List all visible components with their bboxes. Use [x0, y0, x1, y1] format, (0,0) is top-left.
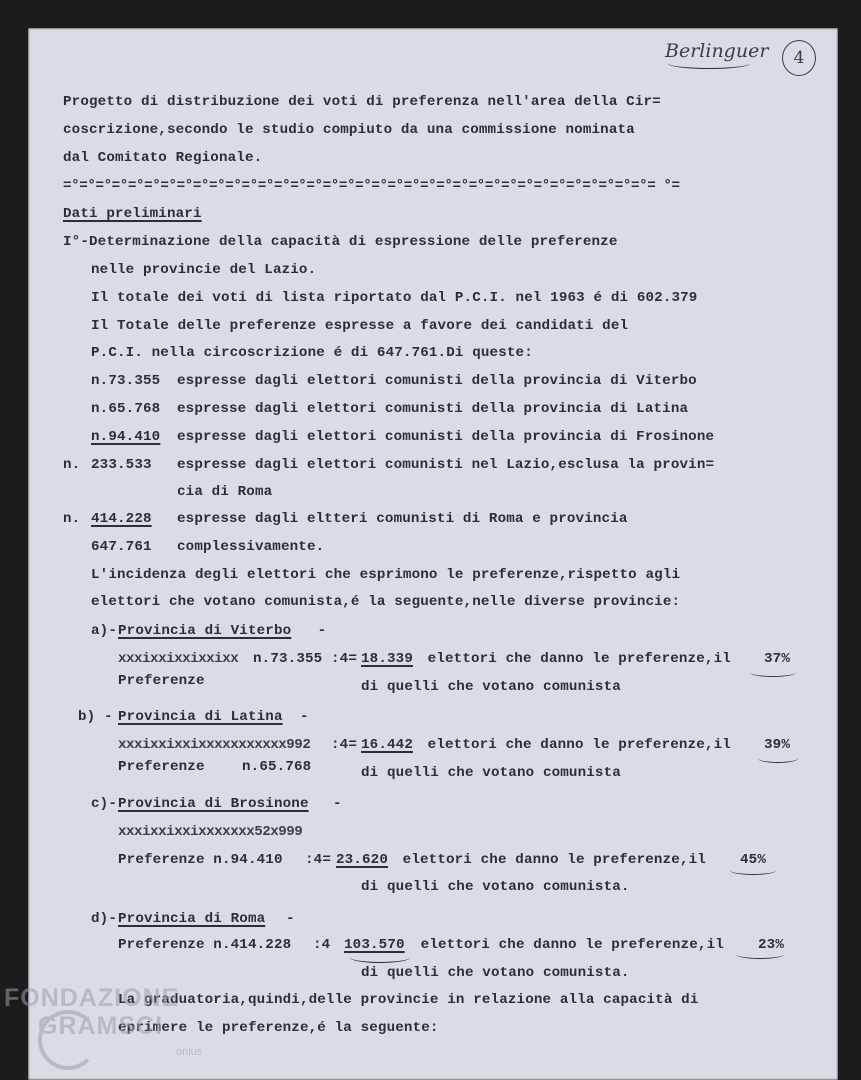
handwritten-signature: Berlinguer [665, 40, 769, 62]
province-desc: elettori che danno le preferenze,il [419, 651, 740, 667]
province-name: Provincia di Viterbo [118, 623, 292, 639]
province-subtext: di quelli che votano comunista. [361, 965, 630, 981]
preferences-value: n.65.768 [242, 759, 312, 775]
province-calc: Preferenze n.414.228 [118, 937, 292, 953]
intro-line-3: dal Comitato Regionale. [63, 150, 263, 166]
province-name: Provincia di Brosinone [118, 796, 309, 812]
pen-underline-subtext [350, 952, 410, 963]
province-separator: :4= [305, 852, 331, 868]
struck-text: xxxixxixxixxxxxxx52x999 [118, 824, 303, 840]
province-after: - [333, 796, 342, 812]
province-after: - [309, 623, 327, 639]
province-result: 23.620 [336, 852, 388, 868]
province-subtext: di quelli che votano comunista [361, 765, 621, 781]
province-desc: elettori che danno le preferenze,il [412, 937, 733, 953]
province-result: 18.339 [361, 651, 413, 667]
province-percentage: 39% [764, 737, 790, 753]
province-percentage: 45% [740, 852, 766, 868]
province-label: d)- [91, 911, 117, 927]
province-result: 16.442 [361, 737, 413, 753]
pen-underline-percentage [736, 950, 784, 959]
breakdown-text-continued: cia di Roma [177, 484, 273, 500]
province-desc: elettori che danno le preferenze,il [394, 852, 715, 868]
signature-underline [668, 58, 750, 69]
province-separator: :4= [331, 651, 357, 667]
province-result: 103.570 [344, 937, 405, 953]
watermark-line-2: GRAMSCI [38, 1012, 164, 1040]
breakdown-text: espresse dagli elettori comunisti nel Lazio,esclusa la provin= [177, 457, 715, 473]
preferences-label: Preferenze [118, 759, 205, 775]
incidence-line-2: elettori che votano comunista,é la seguente,nelle diverse provincie: [91, 594, 681, 610]
breakdown-text: espresse dagli elettori comunisti della provincia di Frosinone [177, 429, 715, 445]
breakdown-text: complessivamente. [177, 539, 325, 555]
breakdown-number: n.73.355 [91, 373, 161, 389]
breakdown-number: n.65.768 [91, 401, 161, 417]
province-percentage: 37% [764, 651, 790, 667]
closing-line-1: La graduatoria,quindi,delle provincie in relazione alla capacità di [118, 992, 699, 1008]
province-separator: :4= [331, 737, 357, 753]
struck-text: xxxixxixxixxixx [118, 651, 239, 667]
closing-line-2: eprimere le preferenze,é la seguente: [118, 1020, 439, 1036]
pen-underline-percentage [730, 866, 776, 875]
intro-line-1: Progetto di distribuzione dei voti di preferenza nell'area della Cir= [63, 94, 661, 110]
item1-line-1: I°-Determinazione della capacità di espressione delle preferenze [63, 234, 618, 250]
province-calc: Preferenze n.94.410 [118, 852, 283, 868]
breakdown-prefix: n. [63, 457, 81, 473]
intro-line-2: coscrizione,secondo le studio compiuto da una commissione nominata [63, 122, 635, 138]
province-name: Provincia di Latina [118, 709, 283, 725]
province-separator: :4 [313, 937, 331, 953]
province-subtext: di quelli che votano comunista. [361, 879, 630, 895]
preferences-label: Preferenze [118, 673, 205, 689]
breakdown-text: espresse dagli elettori comunisti della provincia di Viterbo [177, 373, 697, 389]
breakdown-text: espresse dagli elettori comunisti della provincia di Latina [177, 401, 689, 417]
watermark-line-1: FONDAZIONE [4, 984, 180, 1012]
breakdown-number: 414.228 [91, 511, 152, 527]
pen-underline-percentage [750, 668, 796, 677]
province-percentage: 23% [758, 937, 784, 953]
item1-line-5: P.C.I. nella circoscrizione é di 647.761.Di queste: [91, 345, 533, 361]
province-subtext: di quelli che votano comunista [361, 679, 621, 695]
section-title: Dati preliminari [63, 206, 202, 222]
breakdown-text: espresse dagli eltteri comunisti di Roma e provincia [177, 511, 628, 527]
breakdown-prefix: n. [63, 511, 81, 527]
page-number: 4 [793, 48, 805, 68]
item1-line-3: Il totale dei voti di lista riportato dal P.C.I. nel 1963 é di 602.379 [91, 290, 698, 306]
province-name: Provincia di Roma [118, 911, 266, 927]
province-after: - [300, 709, 309, 725]
page-number-badge [782, 40, 816, 76]
breakdown-number: n.94.410 [91, 429, 161, 445]
item1-line-4: Il Totale delle preferenze espresse a favore dei candidati del [91, 318, 629, 334]
pen-underline-percentage [758, 754, 798, 763]
province-calc: n.73.355 [253, 651, 323, 667]
breakdown-number: 647.761 [91, 539, 152, 555]
province-desc: elettori che danno le preferenze,il [419, 737, 740, 753]
struck-text: xxxixxixxixxxxxxxxxxx992 [118, 737, 311, 753]
item1-line-2: nelle provincie del Lazio. [91, 262, 317, 278]
divider-line: =°=°=°=°=°=°=°=°=°=°=°=°=°=°=°=°=°=°=°=°=°=°=°=°=°=°=°=°=°=°=°=°=°=°=°=°= °= [63, 178, 680, 194]
province-label: b) - [78, 709, 113, 725]
breakdown-number: 233.533 [91, 457, 152, 473]
province-after: - [286, 911, 295, 927]
watermark-suffix: onlus [176, 1046, 203, 1058]
province-label: a)- [91, 623, 117, 639]
incidence-line-1: L'incidenza degli elettori che esprimono le preferenze,rispetto agli [91, 567, 681, 583]
province-label: c)- [91, 796, 117, 812]
